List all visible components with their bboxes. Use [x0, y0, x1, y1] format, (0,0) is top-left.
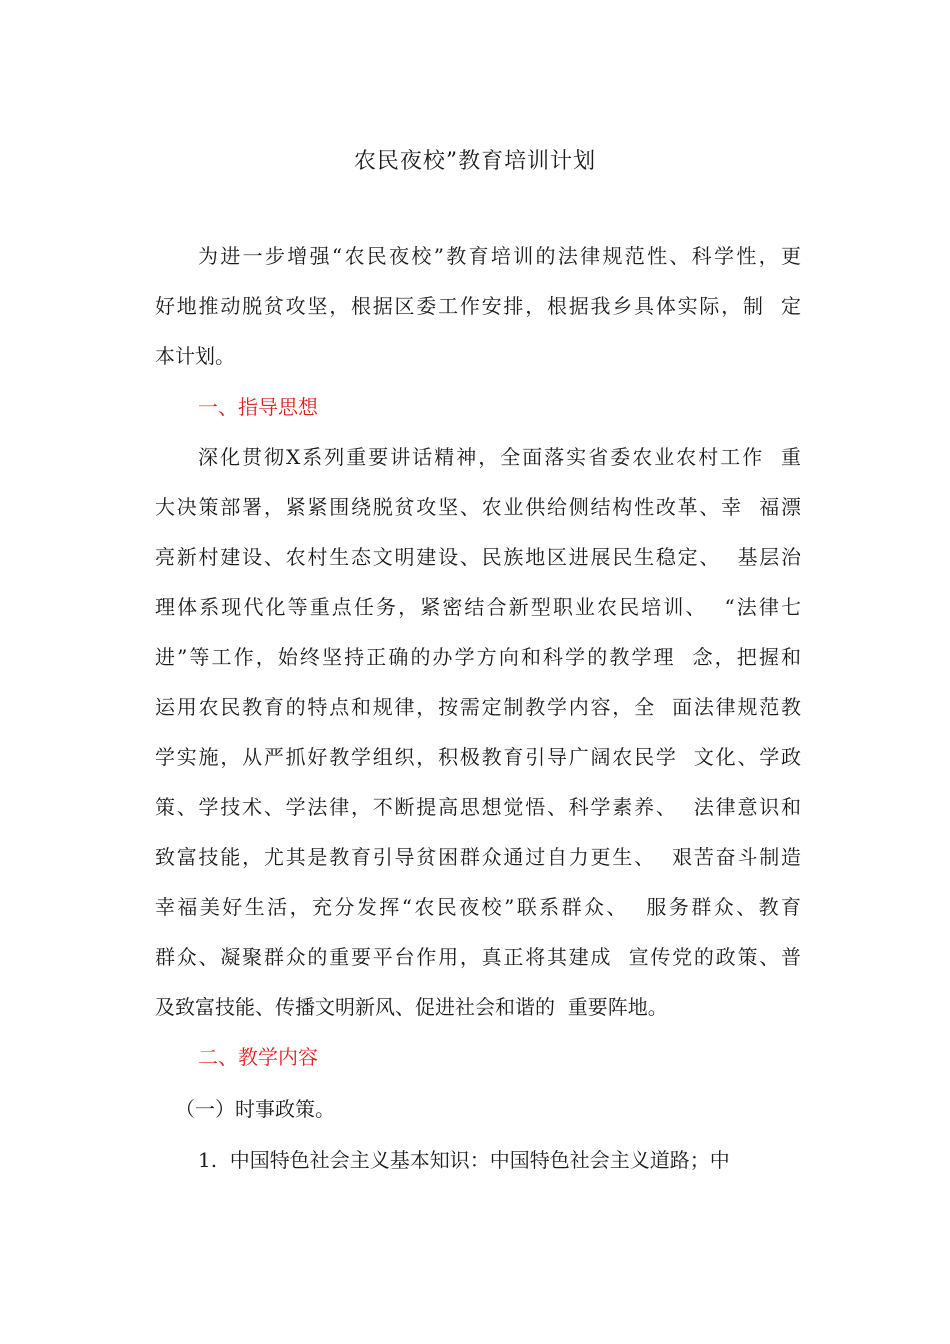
section1-line-9: 致富技能，尤其是教育引导贫困群众通过自力更生、 艰苦奋斗制造 — [155, 845, 801, 869]
section1-line-10: 幸福美好生活，充分发挥“农民夜校”联系群众、 服务群众、教育 — [155, 895, 801, 919]
section1-heading: 一、指导思想 — [198, 395, 318, 419]
section1-line-8: 策、学技术、学法律，不断提高思想觉悟、科学素养、 法律意识和 — [155, 795, 801, 819]
section1-line-4: 理体系现代化等重点任务，紧密结合新型职业农民培训、 “法律七 — [155, 595, 801, 619]
intro-line-1: 为进一步增强“农民夜校”教育培训的法律规范性、科学性，更 — [198, 244, 801, 268]
section1-line-1: 深化贯彻Ⅹ系列重要讲话精神，全面落实省委农业农村工作 重 — [198, 445, 801, 469]
document-title: 农民夜校”教育培训计划 — [353, 149, 597, 174]
intro-line-3: 本计划。 — [155, 344, 235, 368]
section1-line-7: 学实施，从严抓好教学组织，积极教育引导广阔农民学 文化、学政 — [155, 745, 801, 769]
section1-line-6: 运用农民教育的特点和规律，按需定制教学内容，全 面法律规范教 — [155, 695, 801, 719]
section1-line-5: 进”等工作，始终坚持正确的办学方向和科学的教学理 念，把握和 — [155, 645, 801, 669]
intro-line-2: 好地推动脱贫攻坚，根据区委工作安排，根据我乡具体实际，制 定 — [155, 294, 801, 318]
section1-line-12: 及致富技能、传播文明新风、促进社会和谐的 重要阵地。 — [155, 995, 668, 1019]
section2-heading: 二、教学内容 — [198, 1045, 318, 1069]
section1-line-2: 大决策部署，紧紧围绕脱贫攻坚、农业供给侧结构性改革、幸 福漂 — [155, 495, 801, 519]
subsection-heading: （一）时事政策。 — [175, 1097, 335, 1121]
section1-line-3: 亮新村建设、农村生态文明建设、民族地区进展民生稳定、 基层治 — [155, 545, 801, 569]
list-item-1: 1. 中国特色社会主义基本知识：中国特色社会主义道路；中 — [198, 1148, 730, 1172]
section1-line-11: 群众、凝聚群众的重要平台作用，真正将其建成 宣传党的政策、普 — [155, 945, 801, 969]
